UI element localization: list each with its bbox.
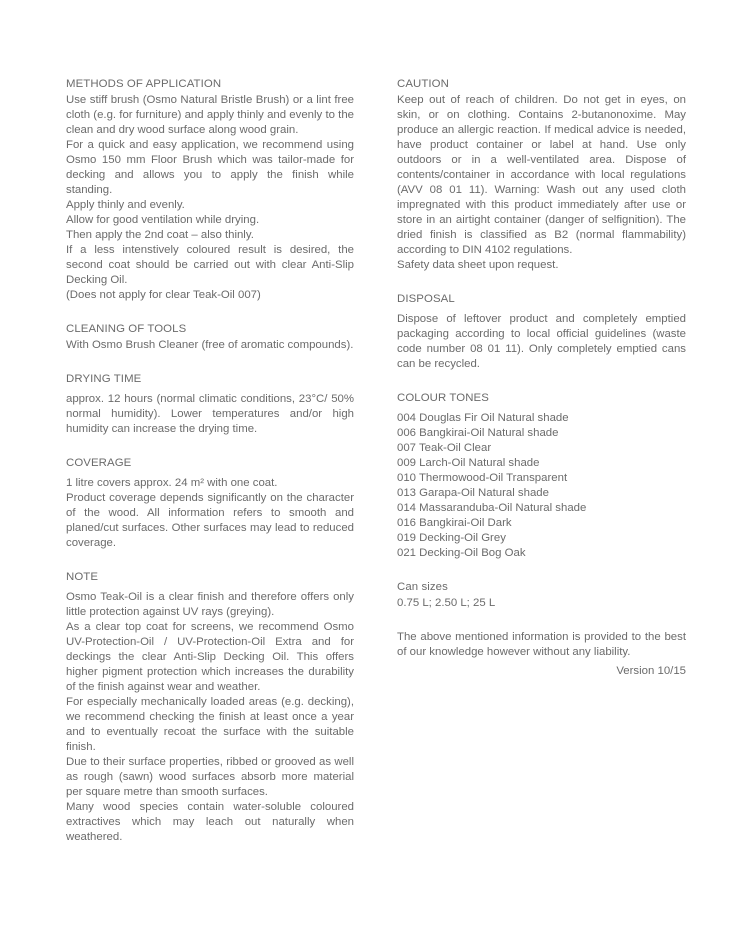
can-sizes-section <box>397 580 686 611</box>
note-paragraph: Due to their surface properties, ribbed or grooved as well as rough (sawn) wood surfaces absorb more material per square metre than smooth surfaces. <box>66 756 354 798</box>
caution-section <box>397 77 686 273</box>
right-column <box>397 77 686 679</box>
can-sizes-text: 0.75 L; 2.50 L; 25 L <box>397 597 496 609</box>
version-label: Version 10/15 <box>616 665 686 677</box>
methods-paragraph: Use stiff brush (Osmo Natural Bristle Brush) or a lint free cloth (e.g. for furniture) and apply thinly and evenly to the clean and dry wood surface along wood grain. <box>66 94 354 136</box>
methods-paragraph: (Does not apply for clear Teak-Oil 007) <box>66 289 261 301</box>
methods-heading: METHODS OF APPLICATION <box>66 78 222 90</box>
methods-paragraph: Allow for good ventilation while drying. <box>66 214 260 226</box>
list-item: 016 Bangkirai-Oil Dark <box>397 517 512 529</box>
drying-text: approx. 12 hours (normal climatic conditions, 23°C/ 50% normal humidity). Lower temperatures and/or high humidity can increase the drying time. <box>66 393 354 435</box>
disposal-heading: DISPOSAL <box>397 293 455 305</box>
left-column <box>66 77 354 864</box>
list-item: 010 Thermowood-Oil Transparent <box>397 472 568 484</box>
cleaning-section <box>66 322 354 353</box>
caution-paragraph: Safety data sheet upon request. <box>397 259 559 271</box>
note-heading: NOTE <box>66 571 99 583</box>
methods-section <box>66 77 354 303</box>
methods-paragraph: Apply thinly and evenly. <box>66 199 185 211</box>
cleaning-heading: CLEANING OF TOOLS <box>66 323 187 335</box>
methods-paragraph: For a quick and easy application, we recommend using Osmo 150 mm Floor Brush which was tailor-made for decking and allows you to apply the finish while standing. <box>66 139 354 196</box>
list-item: 007 Teak-Oil Clear <box>397 442 492 454</box>
methods-paragraph: If a less intenstively coloured result is desired, the second coat should be carried out with clear Anti-Slip Decking Oil. <box>66 244 354 286</box>
note-paragraph: Many wood species contain water-soluble coloured extractives which may leach out naturally when weathered. <box>66 801 354 843</box>
disclaimer-section <box>397 630 686 679</box>
methods-paragraph: Then apply the 2nd coat – also thinly. <box>66 229 254 241</box>
colour-tones-section <box>397 391 686 561</box>
coverage-paragraph: Product coverage depends significantly on the character of the wood. All information refers to smooth and planed/cut surfaces. Other surfaces may lead to reduced coverage. <box>66 492 354 549</box>
note-paragraph: As a clear top coat for screens, we recommend Osmo UV-Protection-Oil / UV-Protection-Oil Extra and for deckings the clear Anti-Slip Decking Oil. This offers higher pigment protection which increases the durability of the finish against wear and weather. <box>66 621 354 693</box>
list-item: 009 Larch-Oil Natural shade <box>397 457 540 469</box>
cleaning-text: With Osmo Brush Cleaner (free of aromatic compounds). <box>66 339 354 351</box>
list-item: 014 Massaranduba-Oil Natural shade <box>397 502 587 514</box>
list-item: 006 Bangkirai-Oil Natural shade <box>397 427 559 439</box>
list-item: 013 Garapa-Oil Natural shade <box>397 487 549 499</box>
colour-tones-list <box>397 411 686 561</box>
disposal-text: Dispose of leftover product and completely emptied packaging according to local official guidelines (waste code number 08 01 11). Only completely emptied cans can be recycled. <box>397 313 686 370</box>
can-sizes-heading: Can sizes <box>397 581 448 593</box>
note-paragraph: For especially mechanically loaded areas (e.g. decking), we recommend checking the finish at least once a year and to eventually recoat the surface with the suitable finish. <box>66 696 354 753</box>
drying-section <box>66 372 354 437</box>
drying-heading: DRYING TIME <box>66 373 142 385</box>
list-item: 021 Decking-Oil Bog Oak <box>397 547 526 559</box>
caution-heading: CAUTION <box>397 78 449 90</box>
caution-paragraph: Keep out of reach of children. Do not get in eyes, on skin, or on clothing. Contains 2-butanonoxime. May produce an allergic reaction. If medical advice is needed, have product container or label at hand. Use only outdoors or in a well-ventilated area. Dispose of contents/container in accordance with local regulations (AVV 08 01 11). Warning: Wash out any used cloth impregnated with this product immediately after use or store in an airtight container (danger of selfignition). The dried finish is classified as B2 (normal flammability) according to DIN 4102 regulations. <box>397 94 686 256</box>
coverage-section <box>66 456 354 551</box>
note-paragraph: Osmo Teak-Oil is a clear finish and therefore offers only little protection against UV rays (greying). <box>66 591 354 618</box>
coverage-paragraph: 1 litre covers approx. 24 m² with one coat. <box>66 477 278 489</box>
disposal-section <box>397 292 686 372</box>
colour-tones-heading: COLOUR TONES <box>397 392 489 404</box>
disclaimer-text: The above mentioned information is provided to the best of our knowledge however without any liability. <box>397 631 686 658</box>
note-section <box>66 570 354 845</box>
list-item: 019 Decking-Oil Grey <box>397 532 506 544</box>
list-item: 004 Douglas Fir Oil Natural shade <box>397 412 569 424</box>
coverage-heading: COVERAGE <box>66 457 132 469</box>
